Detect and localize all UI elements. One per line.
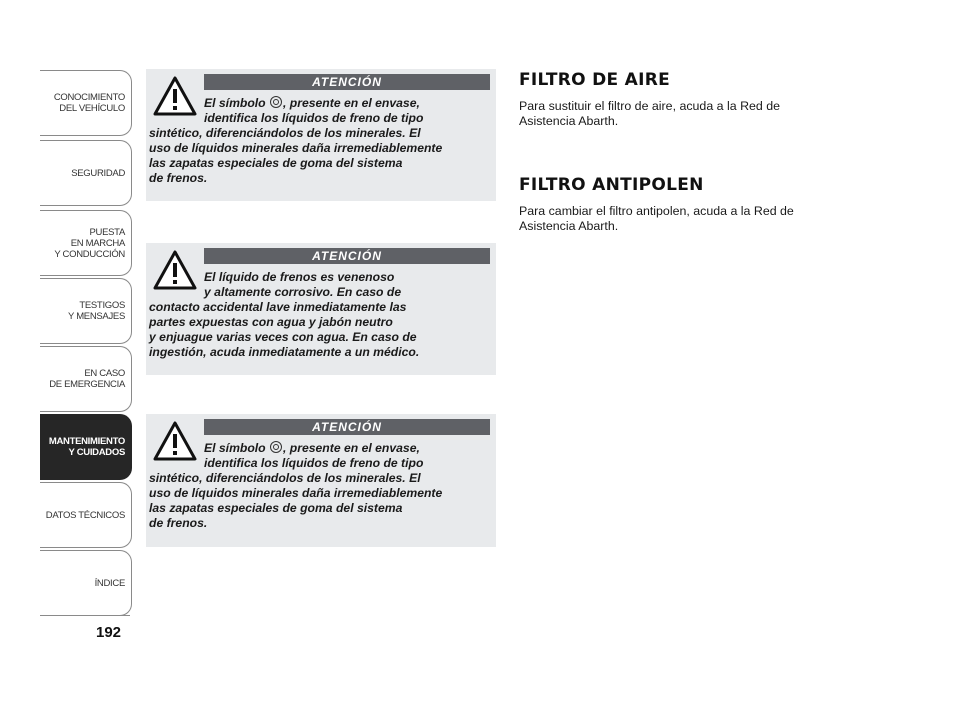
- warning-text: [149, 96, 492, 186]
- tab-testigos-y-mensajes[interactable]: [40, 278, 132, 344]
- warning-line: y altamente corrosivo. En caso de: [204, 285, 402, 299]
- tab-label: MANTENIMIENTO Y CUIDADOS: [48, 436, 125, 458]
- warning-text: [149, 270, 492, 360]
- warning-text: [149, 441, 492, 531]
- body-line: Asistencia Abarth.: [519, 219, 619, 233]
- tab-seguridad[interactable]: [40, 140, 132, 206]
- warning-line: sintético, diferenciándolos de los minerales. El: [149, 126, 421, 140]
- tab-label: CONOCIMIENTO DEL VEHÍCULO: [53, 92, 125, 114]
- body-line: Para sustituir el filtro de aire, acuda a la Red de: [519, 99, 781, 113]
- tab-label: SEGURIDAD: [71, 167, 125, 179]
- section-body: [519, 99, 849, 129]
- warning-line: ingestión, acuda inmediatamente a un médico.: [149, 345, 420, 359]
- warning-line: las zapatas especiales de goma del sistema: [149, 156, 403, 170]
- warning-box: [146, 414, 496, 547]
- warning-line: identifica los líquidos de freno de tipo: [204, 111, 424, 125]
- warning-box: [146, 69, 496, 201]
- warning-line: uso de líquidos minerales daña irremediablemente: [149, 141, 443, 155]
- warning-line: contacto accidental lave inmediatamente las: [149, 300, 407, 314]
- warning-heading: ATENCIÓN: [204, 248, 490, 264]
- warning-line: uso de líquidos minerales daña irremediablemente: [149, 486, 443, 500]
- tab-puesta-en-marcha[interactable]: [40, 210, 132, 276]
- tab-en-caso-de-emergencia[interactable]: [40, 346, 132, 412]
- warning-line: identifica los líquidos de freno de tipo: [204, 456, 424, 470]
- warning-box: [146, 243, 496, 375]
- section-filtro-de-aire: [519, 70, 849, 129]
- warning-line: partes expuestas con agua y jabón neutro: [149, 315, 393, 329]
- tab-label: PUESTA EN MARCHA Y CONDUCCIÓN: [54, 226, 125, 260]
- dot4-symbol-icon: [270, 441, 282, 453]
- warning-line: sintético, diferenciándolos de los minerales. El: [149, 471, 421, 485]
- warning-line: y enjuague varias veces con agua. En caso de: [149, 330, 417, 344]
- warning-line: de frenos.: [149, 171, 208, 185]
- tab-label: DATOS TÉCNICOS: [45, 509, 125, 521]
- tab-label: ÍNDICE: [94, 577, 125, 589]
- tab-datos-tecnicos[interactable]: [40, 482, 132, 548]
- warning-line: El símbolo , presente en el envase,: [204, 96, 420, 110]
- warning-line: de frenos.: [149, 516, 208, 530]
- section-title: FILTRO DE AIRE: [519, 70, 671, 90]
- warning-heading: ATENCIÓN: [204, 74, 490, 90]
- page-number: 192: [96, 624, 122, 641]
- tab-conocimiento-del-vehiculo[interactable]: [40, 70, 132, 136]
- body-line: Asistencia Abarth.: [519, 114, 619, 128]
- tab-label: EN CASO DE EMERGENCIA: [49, 368, 125, 390]
- page-number-rule: [40, 615, 130, 616]
- warning-line: las zapatas especiales de goma del sistema: [149, 501, 403, 515]
- dot4-symbol-icon: [270, 96, 282, 108]
- body-line: Para cambiar el filtro antipolen, acuda a la Red de: [519, 204, 794, 218]
- warning-line: El líquido de frenos es venenoso: [204, 270, 395, 284]
- tab-mantenimiento-y-cuidados[interactable]: [40, 414, 132, 480]
- tab-label: TESTIGOS Y MENSAJES: [67, 300, 125, 322]
- warning-line: El símbolo , presente en el envase,: [204, 441, 420, 455]
- tab-indice[interactable]: [40, 550, 132, 616]
- warning-heading: ATENCIÓN: [204, 419, 490, 435]
- section-body: [519, 204, 849, 234]
- section-title: FILTRO ANTIPOLEN: [519, 175, 704, 195]
- section-filtro-antipolen: [519, 175, 849, 234]
